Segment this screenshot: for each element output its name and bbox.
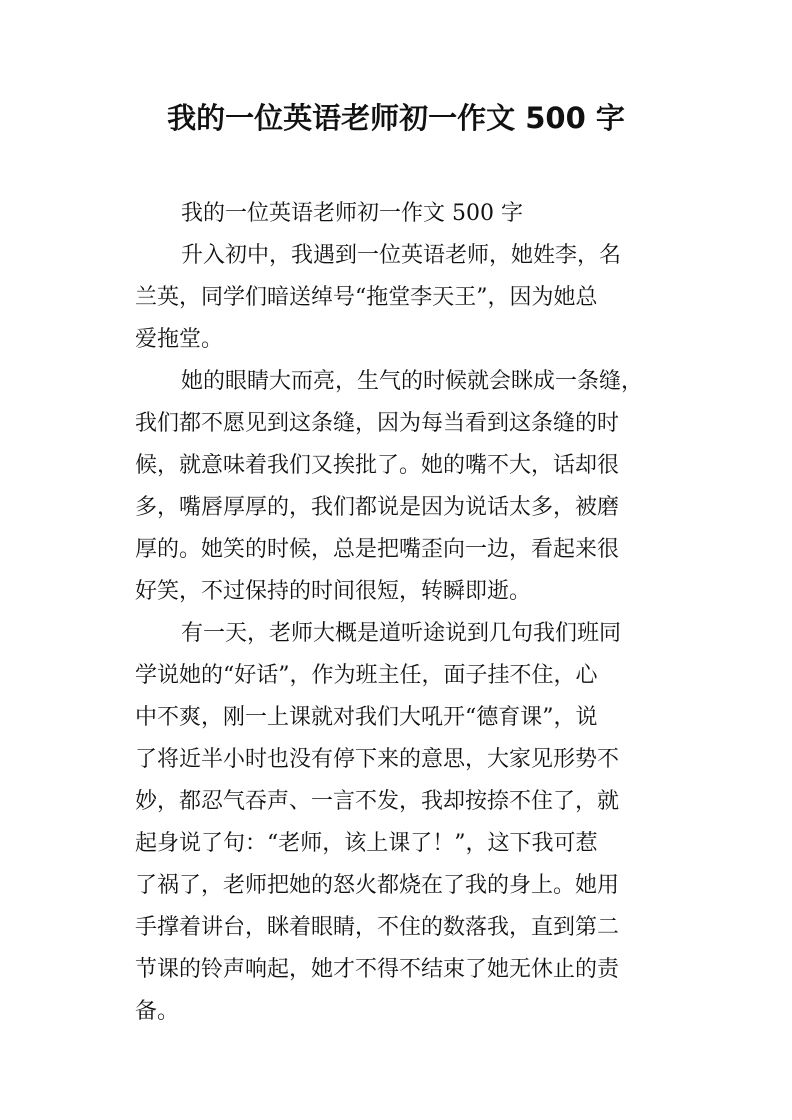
subtitle-line: 我的一位英语老师初一作文 500 字: [181, 201, 523, 226]
paragraph-line: 节课的铃声响起，她才不得不结束了她无休止的责: [135, 957, 620, 982]
paragraph-line: 厚的。她笑的时候，总是把嘴歪向一边，看起来很: [135, 537, 620, 562]
paragraph-line: 多，嘴唇厚厚的，我们都说是因为说话太多，被磨: [135, 495, 620, 520]
paragraph-line: 升入初中，我遇到一位英语老师，她姓李，名: [181, 243, 622, 268]
paragraph-line: 起身说了句：“老师，该上课了！”，这下我可惹: [135, 831, 598, 856]
page-title: 我的一位英语老师初一作文 500 字: [167, 101, 625, 135]
paragraph-line: 爱拖堂。: [135, 327, 224, 352]
paragraph-line: 中不爽，刚一上课就对我们大吼开“德育课”，说: [135, 705, 598, 730]
paragraph-line: 了祸了，老师把她的怒火都烧在了我的身上。她用: [135, 873, 620, 898]
paragraph-line: 备。: [135, 999, 180, 1024]
paragraph-line: 我们都不愿见到这条缝，因为每当看到这条缝的时: [135, 411, 620, 436]
paragraph-line: 有一天，老师大概是道听途说到几句我们班同: [181, 621, 622, 646]
paragraph-line: 手撑着讲台，眯着眼睛，不住的数落我，直到第二: [135, 915, 620, 940]
paragraph-line: 兰英，同学们暗送绰号“拖堂李天王”，因为她总: [135, 285, 598, 310]
paragraph-line: 妙，都忍气吞声、一言不发，我却按捺不住了，就: [135, 789, 620, 814]
paragraph-line: 候，就意味着我们又挨批了。她的嘴不大，话却很: [135, 453, 620, 478]
paragraph-line: 了将近半小时也没有停下来的意思，大家见形势不: [135, 747, 620, 772]
paragraph-line: 学说她的“好话”，作为班主任，面子挂不住，心: [135, 663, 598, 688]
paragraph-line: 她的眼睛大而亮，生气的时候就会眯成一条缝，: [181, 369, 644, 394]
paragraph-line: 好笑，不过保持的时间很短，转瞬即逝。: [135, 579, 532, 604]
